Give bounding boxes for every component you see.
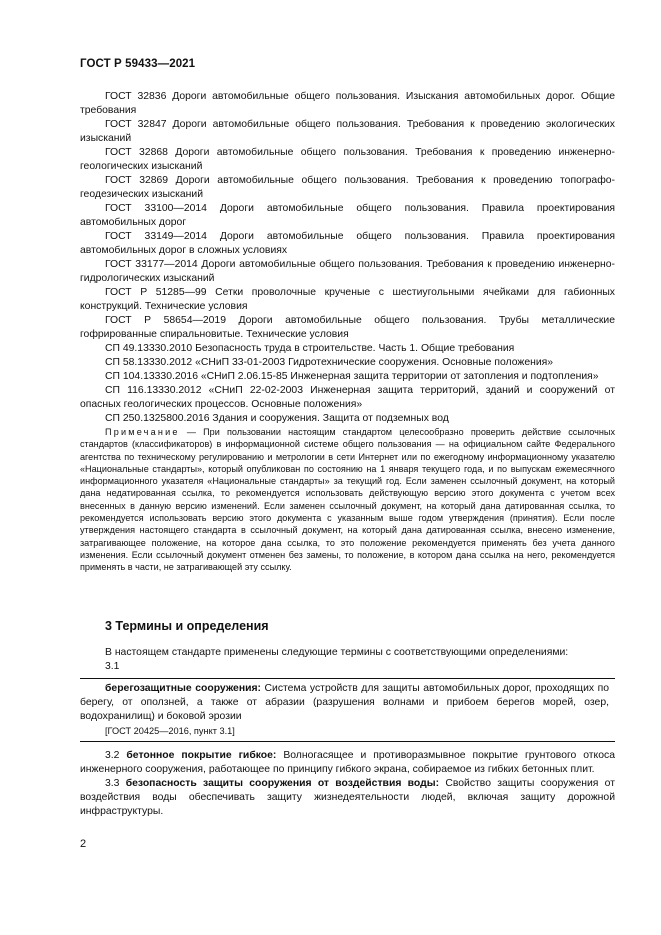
term-definition bbox=[80, 749, 615, 777]
term-text: Волногасящее и противоразмывное покрытие грунтового откоса инженерного сооружения, работающее по принципу гибкого экрана, собираемое из гибких бетонных плит. bbox=[80, 750, 615, 775]
term-name: бетонное покрытие гибкое: bbox=[126, 750, 277, 761]
term-name: берегозащитные сооружения: bbox=[105, 683, 262, 694]
note-label: Примечание bbox=[105, 427, 180, 437]
reference-item: СП 250.1325800.2016 Здания и сооружения. Защита от подземных вод bbox=[105, 413, 449, 424]
reference-item: ГОСТ Р 51285—99 Сетки проволочные крученые с шестиугольными ячейками для габионных конструкций. Технические условия bbox=[80, 287, 615, 312]
term-text: Свойство защиты сооружения от воздействия воды обеспечивать защиту жизнедеятельности людей, включая защиту дорожной инфраструктуры. bbox=[80, 778, 615, 817]
section-intro: В настоящем стандарте применены следующие термины с соответствующими определениями: bbox=[105, 647, 569, 658]
reference-item: СП 116.13330.2012 «СНиП 22-02-2003 Инженерная защита территорий, зданий и сооружений от опасных геологических процессов. Основные положения» bbox=[80, 385, 615, 410]
page-number: 2 bbox=[80, 838, 87, 850]
reference-item: СП 58.13330.2012 «СНиП 33-01-2003 Гидротехнические сооружения. Основные положения» bbox=[105, 357, 554, 368]
term-number: 3.2 bbox=[105, 750, 127, 761]
reference-item: ГОСТ 32869 Дороги автомобильные общего пользования. Требования к проведению топографо-геодезических изысканий bbox=[80, 175, 615, 200]
reference-item: СП 104.13330.2016 «СНиП 2.06.15-85 Инженерная защита территории от затопления и подтопления» bbox=[105, 371, 599, 382]
note-text: — При пользовании настоящим стандартом целесообразно проверить действие ссылочных стандартов (классификаторов) в информационной системе общего пользования — на официальном сайте Федерального агентства по техническому регулированию и метрологии в сети Интернет или по ежегодному информационному указателю «Национальные стандарты», который опубликован по состоянию на 1 января текущего года, и по выпускам ежемесячного информационного указателя «Национальные стандарты» за текущий год. Если заменен ссылочный документ, на который дана недатированная ссылка, то рекомендуется использовать действующую версию этого документа с учетом всех внесенных в данную версию изменений. Если заменен ссылочный документ, на который дана датированная ссылка, то рекомендуется использовать версию этого документа с указанным выше годом утверждения (принятия). Если после утверждения настоящего стандарта в ссылочный документ, на который дана датированная ссылка, внесено изменение, затрагивающее положение, на которое дана ссылка, то это положение рекомендуется применять без учета данного изменения. Если ссылочный документ отменен без замены, то положение, в котором дана ссылка на него, рекомендуется применять в части, не затрагивающей эту ссылку. bbox=[80, 427, 615, 573]
reference-item: ГОСТ 33149—2014 Дороги автомобильные общего пользования. Правила проектирования автомобильных дорог в сложных условиях bbox=[80, 231, 615, 256]
term-text: Система устройств для защиты автомобильных дорог, проходящих по берегу, от оползней, а также от абразии (разрушения волнами и прибоем берегов морей, озер, водохранилищ) и боковой эрозии bbox=[80, 683, 609, 722]
quoted-term-box bbox=[80, 678, 615, 742]
document-header: ГОСТ Р 59433—2021 bbox=[80, 58, 196, 70]
normative-references bbox=[80, 90, 615, 574]
reference-item: СП 49.13330.2010 Безопасность труда в строительстве. Часть 1. Общие требования bbox=[105, 343, 515, 354]
reference-item: ГОСТ 32868 Дороги автомобильные общего пользования. Требования к проведению инженерно-геологических изысканий bbox=[80, 147, 615, 172]
reference-item: ГОСТ 32847 Дороги автомобильные общего пользования. Требования к проведению экологических изысканий bbox=[80, 119, 615, 144]
term-number: 3.3 bbox=[105, 778, 126, 789]
section-title: 3 Термины и определения bbox=[105, 619, 269, 633]
term-name: безопасность защиты сооружения от воздействия воды: bbox=[125, 778, 440, 789]
section-body bbox=[80, 646, 615, 819]
reference-item: ГОСТ 32836 Дороги автомобильные общего пользования. Изыскания автомобильных дорог. Общие требования bbox=[80, 91, 615, 116]
term-definition bbox=[80, 777, 615, 819]
reference-item: ГОСТ 33100—2014 Дороги автомобильные общего пользования. Правила проектирования автомобильных дорог bbox=[80, 203, 615, 228]
term-definition bbox=[80, 682, 609, 724]
reference-item: ГОСТ 33177—2014 Дороги автомобильные общего пользования. Требования к проведению инженерно-гидрологических изысканий bbox=[80, 259, 615, 284]
note-paragraph bbox=[80, 426, 615, 574]
term-number: 3.1 bbox=[105, 661, 120, 672]
reference-item: ГОСТ Р 58654—2019 Дороги автомобильные общего пользования. Трубы металлические гофрированные спиральновитые. Технические условия bbox=[80, 315, 615, 340]
term-source: [ГОСТ 20425—2016, пункт 3.1] bbox=[105, 726, 235, 736]
